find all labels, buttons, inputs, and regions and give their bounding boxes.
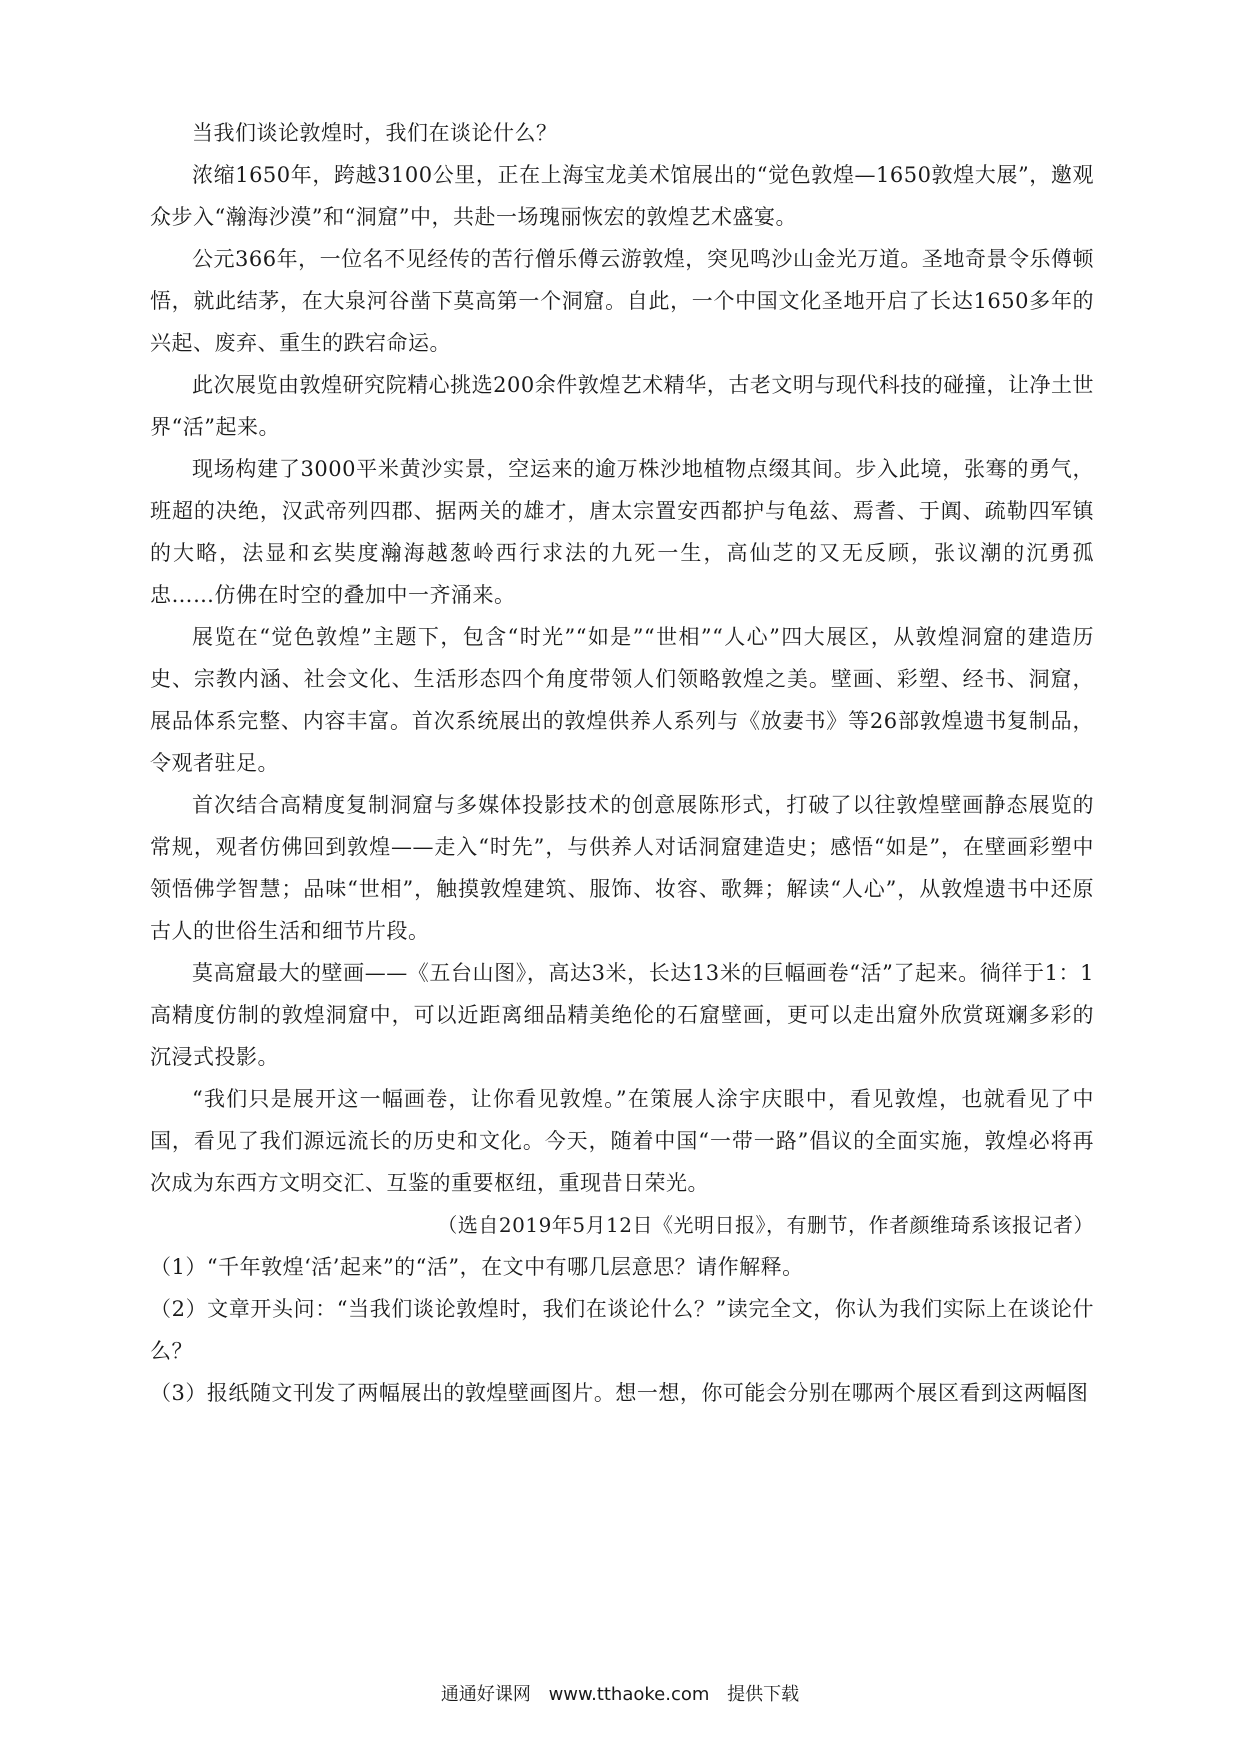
question-2: （2）文章开头问：“当我们谈论敦煌时，我们在谈论什么？”读完全文，你认为我们实际上在谈论什么？ — [150, 1297, 1094, 1363]
page-footer — [0, 1680, 1240, 1706]
article-source: （选自2019年5月12日《光明日报》，有删节，作者颜维琦系该报记者） — [437, 1213, 1094, 1237]
article-paragraph-5: 现场构建了3000平米黄沙实景，空运来的逾万株沙地植物点缀其间。步入此境，张骞的勇气，班超的决绝，汉武帝列四郡、据两关的雄才，唐太宗置安西都护与龟兹、焉耆、于阗、疏勒四军镇的大略，法显和玄奘度瀚海越葱岭西行求法的九死一生，高仙芝的又无反顾，张议潮的沉勇孤忠……仿佛在时空的叠加中一齐涌来。 — [150, 457, 1094, 607]
footer-site-name: 通通好课网 — [440, 1684, 531, 1705]
article-paragraph-1: 当我们谈论敦煌时，我们在谈论什么？ — [192, 121, 558, 145]
footer-url[interactable]: www.tthaoke.com — [548, 1684, 710, 1705]
question-3: （3）报纸随文刊发了两幅展出的敦煌壁画图片。想一想，你可能会分别在哪两个展区看到这两幅图 — [150, 1381, 1089, 1405]
question-1: （1）“千年敦煌‘活’起来”的“活”，在文中有哪几层意思？请作解释。 — [150, 1255, 804, 1279]
article-paragraph-2: 浓缩1650年，跨越3100公里，正在上海宝龙美术馆展出的“觉色敦煌—1650敦煌大展”，邀观众步入“瀚海沙漠”和“洞窟”中，共赴一场瑰丽恢宏的敦煌艺术盛宴。 — [150, 163, 1094, 229]
article-paragraph-9: “我们只是展开这一幅画卷，让你看见敦煌。”在策展人涂宇庆眼中，看见敦煌，也就看见了中国，看见了我们源远流长的历史和文化。今天，随着中国“一带一路”倡议的全面实施，敦煌必将再次成为东西方文明交汇、互鉴的重要枢纽，重现昔日荣光。 — [150, 1087, 1094, 1195]
article-paragraph-3: 公元366年，一位名不见经传的苦行僧乐僔云游敦煌，突见鸣沙山金光万道。圣地奇景令乐僔顿悟，就此结茅，在大泉河谷凿下莫高第一个洞窟。自此，一个中国文化圣地开启了长达1650多年的兴起、废弃、重生的跌宕命运。 — [150, 247, 1094, 355]
document-page — [150, 112, 1094, 1414]
article-paragraph-8: 莫高窟最大的壁画——《五台山图》，高达3米，长达13米的巨幅画卷“活”了起来。徜徉于1：1高精度仿制的敦煌洞窟中，可以近距离细品精美绝伦的石窟壁画，更可以走出窟外欣赏斑斓多彩的沉浸式投影。 — [150, 961, 1094, 1069]
article-paragraph-4: 此次展览由敦煌研究院精心挑选200余件敦煌艺术精华，古老文明与现代科技的碰撞，让净土世界“活”起来。 — [150, 373, 1094, 439]
footer-suffix: 提供下载 — [727, 1684, 800, 1705]
article-paragraph-7: 首次结合高精度复制洞窟与多媒体投影技术的创意展陈形式，打破了以往敦煌壁画静态展览的常规，观者仿佛回到敦煌——走入“时先”，与供养人对话洞窟建造史；感悟“如是”，在壁画彩塑中领悟佛学智慧；品味“世相”，触摸敦煌建筑、服饰、妆容、歌舞；解读“人心”，从敦煌遗书中还原古人的世俗生活和细节片段。 — [150, 793, 1094, 943]
article-paragraph-6: 展览在“觉色敦煌”主题下，包含“时光”“如是”“世相”“人心”四大展区，从敦煌洞窟的建造历史、宗教内涵、社会文化、生活形态四个角度带领人们领略敦煌之美。壁画、彩塑、经书、洞窟，展品体系完整、内容丰富。首次系统展出的敦煌供养人系列与《放妻书》等26部敦煌遗书复制品，令观者驻足。 — [150, 625, 1094, 775]
